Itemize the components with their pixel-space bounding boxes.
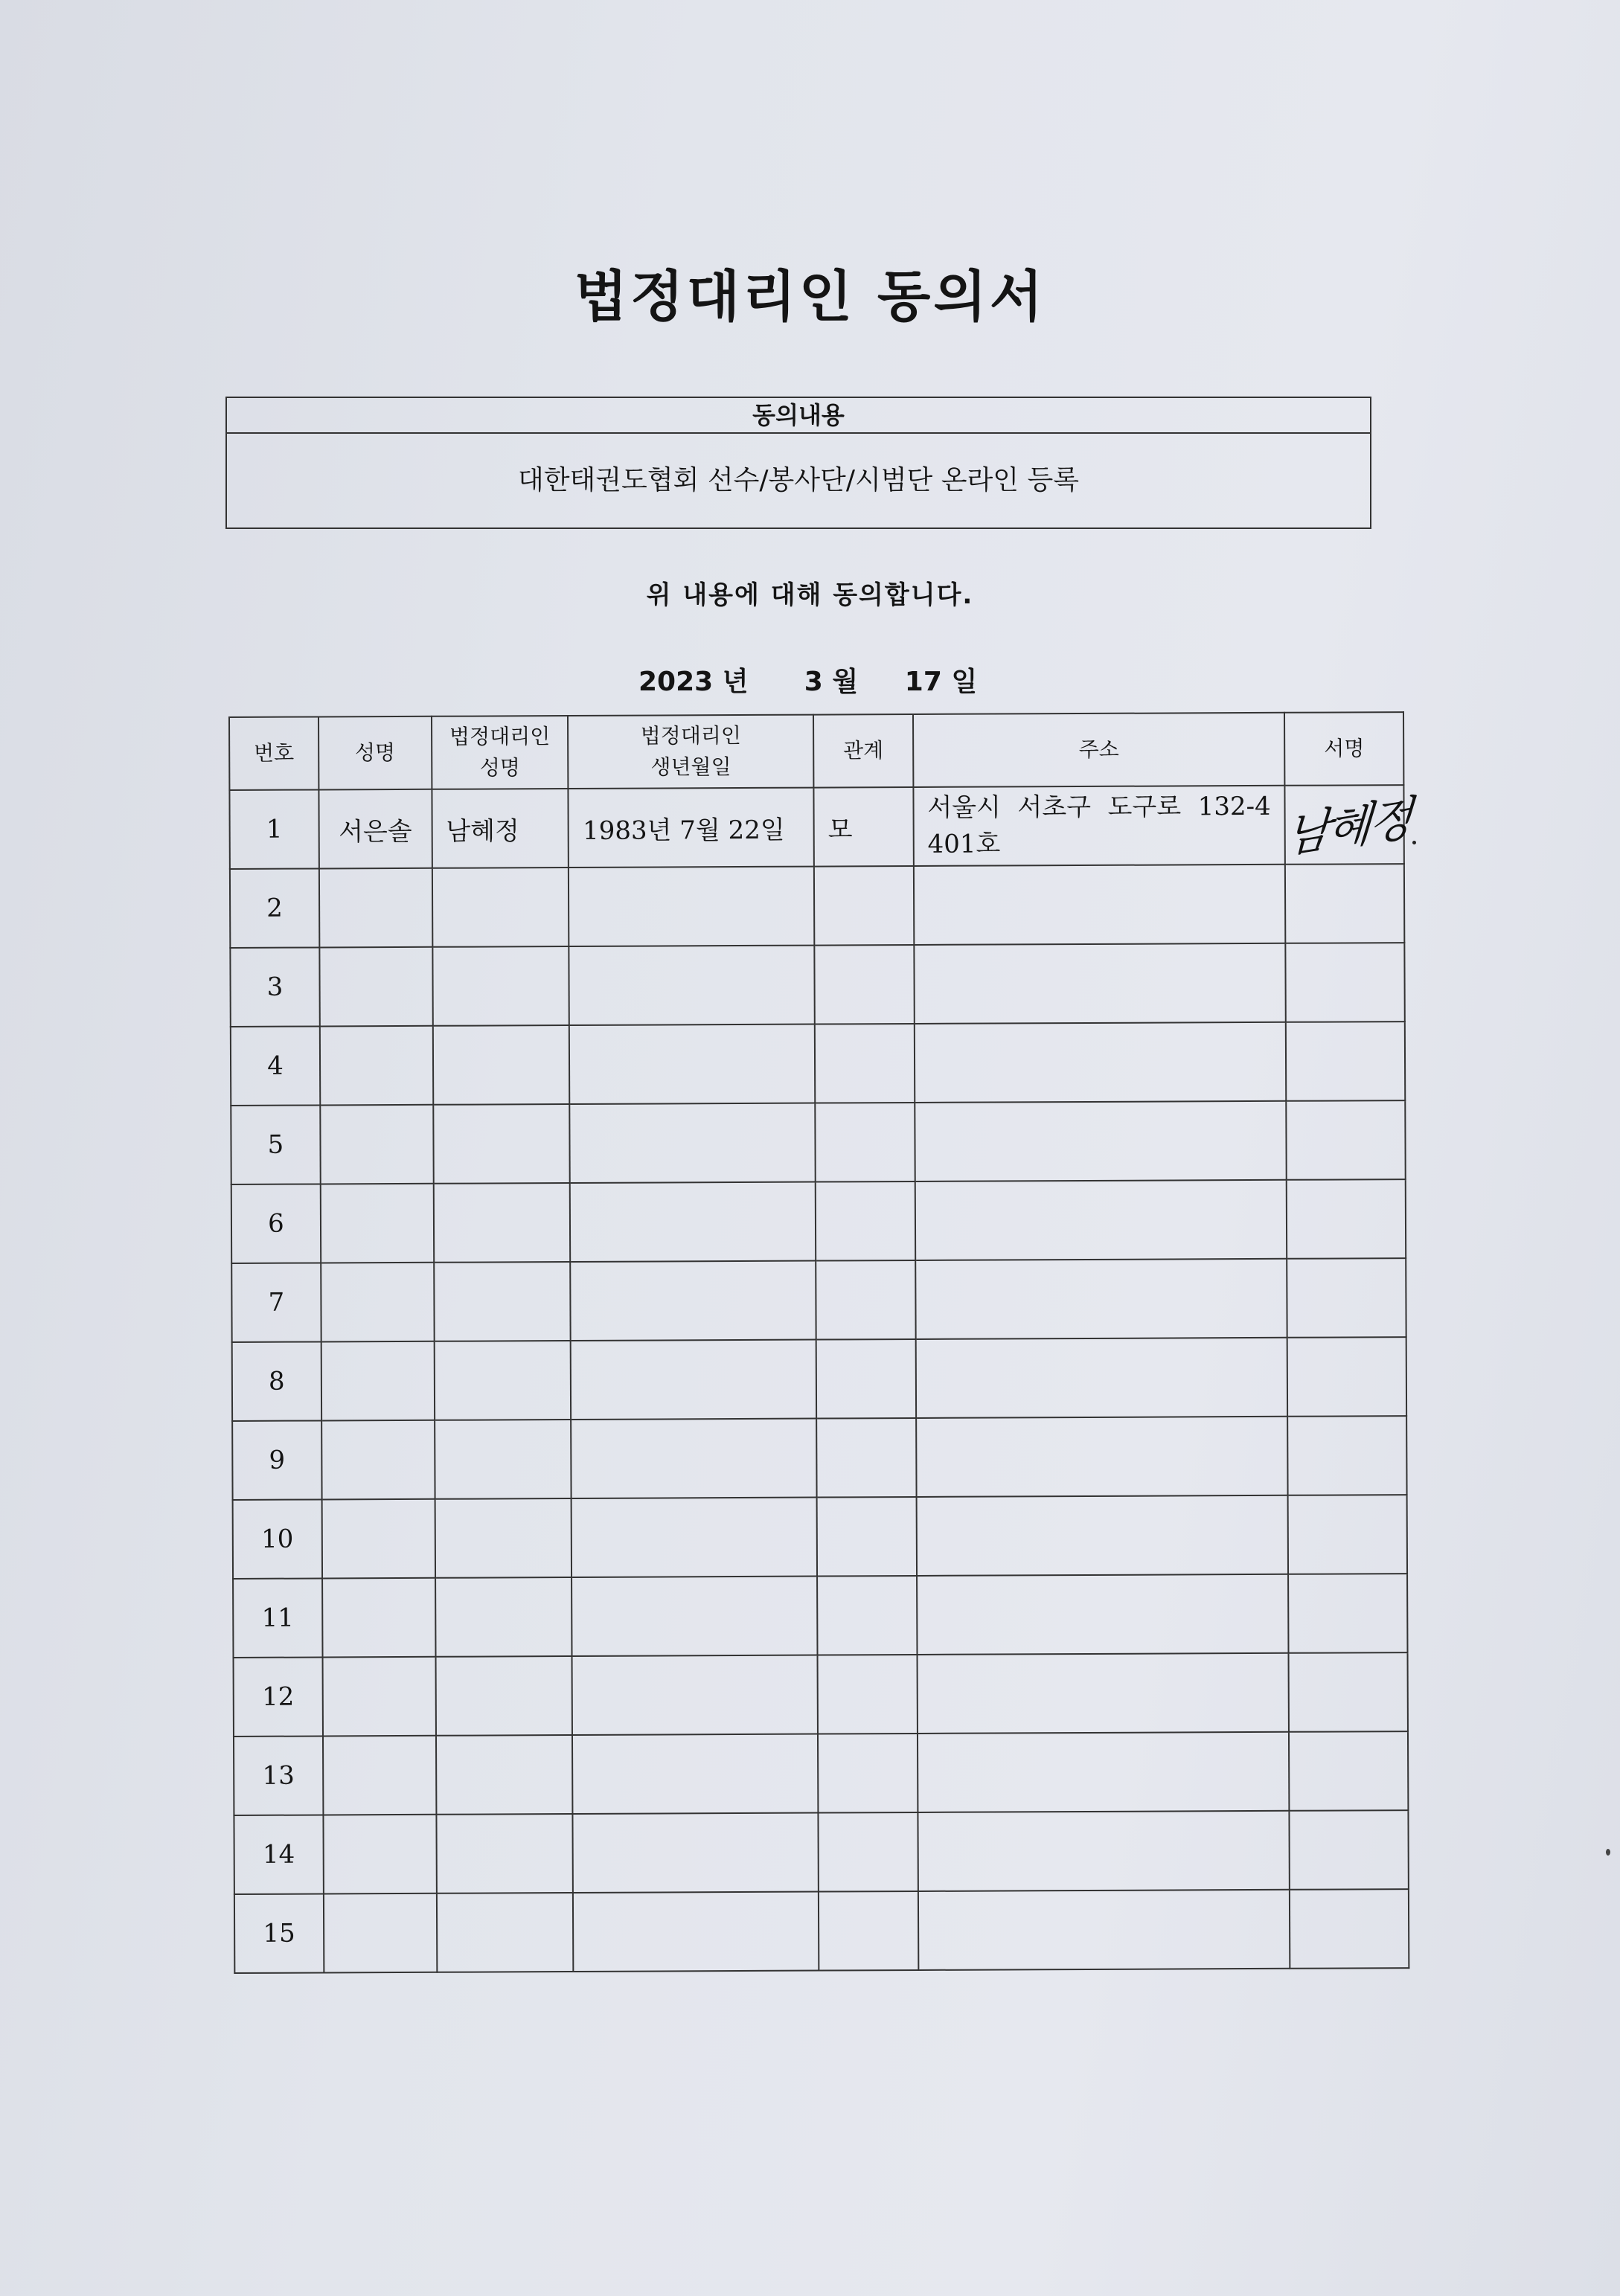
empty-cell: [916, 1417, 1288, 1497]
empty-cell: [918, 1811, 1290, 1891]
handwritten-signature: 남혜정: [1284, 790, 1412, 864]
date-line: [638, 661, 977, 699]
empty-cell: [815, 1024, 915, 1103]
header-name: 성명: [318, 716, 432, 790]
empty-cell: [1288, 1495, 1407, 1574]
cell-no: 8: [232, 1341, 321, 1421]
cell-no: 1: [229, 789, 318, 869]
date-year: 2023: [638, 667, 714, 697]
empty-cell: [322, 1657, 435, 1737]
empty-cell: [917, 1653, 1289, 1734]
cell-no: 15: [234, 1893, 324, 1973]
date-month-unit: 월: [832, 667, 859, 697]
document-title: 법정대리인 동의서: [574, 265, 1046, 329]
empty-cell: [320, 1105, 433, 1184]
empty-cell: [570, 1103, 816, 1183]
empty-cell: [435, 1656, 572, 1736]
empty-cell: [916, 1338, 1288, 1418]
table-row: [234, 1731, 1408, 1815]
consent-box: [225, 397, 1371, 529]
guardian-table: [228, 711, 1409, 1974]
empty-cell: [432, 868, 569, 947]
table-row: [232, 1416, 1406, 1500]
table-row: [234, 1652, 1408, 1737]
empty-cell: [571, 1261, 816, 1341]
empty-cell: [321, 1420, 435, 1500]
empty-cell: [918, 1732, 1290, 1812]
table-row: [233, 1574, 1407, 1658]
empty-cell: [571, 1340, 816, 1420]
cell-no: 6: [231, 1184, 321, 1263]
empty-cell: [436, 1735, 573, 1815]
empty-cell: [436, 1814, 573, 1893]
table-row: [231, 1022, 1405, 1106]
table-row: [231, 1258, 1406, 1342]
empty-cell: [915, 1022, 1287, 1103]
empty-cell: [434, 1262, 571, 1341]
date-day-unit: 일: [951, 667, 978, 697]
empty-cell: [915, 1180, 1287, 1260]
empty-cell: [816, 1418, 916, 1498]
table-row: [234, 1889, 1409, 1973]
cell-no: 9: [232, 1420, 321, 1500]
cell-relation: 모: [813, 787, 913, 867]
table-row: [231, 1100, 1405, 1184]
empty-cell: [321, 1263, 434, 1342]
signature-period: [1412, 841, 1416, 844]
empty-cell: [573, 1813, 819, 1893]
empty-cell: [319, 947, 432, 1027]
cell-guardian-birth: 1983년 7월 22일: [569, 788, 814, 868]
cell-no: 11: [233, 1578, 322, 1658]
empty-cell: [432, 1025, 569, 1105]
table-row: [234, 1810, 1408, 1894]
table-row: [230, 864, 1404, 948]
cell-guardian-name: 남혜정: [432, 789, 569, 868]
empty-cell: [433, 1183, 570, 1263]
empty-cell: [1286, 1022, 1405, 1101]
empty-cell: [1290, 1889, 1409, 1969]
empty-cell: [321, 1341, 435, 1421]
empty-cell: [1286, 1100, 1405, 1180]
empty-cell: [572, 1655, 818, 1735]
empty-cell: [1286, 943, 1405, 1022]
cell-no: 5: [231, 1105, 320, 1184]
consent-body: 대한태권도협회 선수/봉사단/시범단 온라인 등록: [517, 465, 1080, 496]
header-no: 번호: [229, 716, 318, 790]
empty-cell: [818, 1734, 918, 1813]
empty-cell: [1287, 1179, 1406, 1259]
empty-cell: [1287, 1416, 1406, 1495]
cell-name: 서은솔: [318, 789, 432, 869]
empty-cell: [1287, 1337, 1406, 1417]
empty-cell: [916, 1495, 1288, 1576]
empty-cell: [1289, 1652, 1408, 1732]
empty-cell: [437, 1893, 574, 1972]
empty-cell: [914, 943, 1286, 1024]
empty-cell: [819, 1891, 918, 1971]
empty-cell: [322, 1578, 435, 1658]
empty-cell: [319, 868, 432, 948]
empty-cell: [814, 945, 914, 1024]
header-guardian-name: 법정대리인 성명: [432, 716, 569, 789]
empty-cell: [320, 1026, 433, 1106]
empty-cell: [918, 1890, 1290, 1970]
table-row: [231, 1179, 1406, 1263]
cell-address: 서울시 서초구 도구로 132-4 401호: [913, 786, 1285, 866]
empty-cell: [572, 1577, 817, 1656]
empty-cell: [817, 1497, 917, 1577]
empty-cell: [435, 1498, 572, 1578]
date-day: 17: [904, 667, 942, 697]
empty-cell: [815, 1103, 915, 1182]
empty-cell: [816, 1260, 915, 1340]
empty-cell: [572, 1419, 817, 1498]
cell-no: 3: [230, 947, 319, 1027]
empty-cell: [1288, 1574, 1407, 1653]
cell-no: 14: [234, 1815, 323, 1894]
table-row: [232, 1337, 1406, 1421]
empty-cell: [1289, 1731, 1408, 1811]
header-guardian-birth: 법정대리인 생년월일: [568, 715, 813, 789]
empty-cell: [1287, 1258, 1406, 1338]
empty-cell: [569, 946, 815, 1025]
header-address: 주소: [913, 713, 1285, 787]
header-signature: 서명: [1284, 712, 1403, 786]
empty-cell: [817, 1576, 917, 1655]
cell-no: 4: [231, 1026, 320, 1106]
empty-cell: [324, 1893, 437, 1973]
empty-cell: [818, 1812, 918, 1892]
cell-no: 10: [233, 1499, 322, 1579]
table-row: [233, 1495, 1407, 1579]
empty-cell: [323, 1815, 436, 1894]
empty-cell: [432, 946, 569, 1026]
cell-no: 2: [230, 868, 319, 948]
cell-no: 7: [231, 1263, 321, 1342]
empty-cell: [572, 1734, 818, 1814]
empty-cell: [818, 1655, 918, 1734]
empty-cell: [321, 1184, 434, 1263]
empty-cell: [572, 1498, 817, 1577]
empty-cell: [917, 1574, 1289, 1655]
empty-cell: [573, 1892, 819, 1972]
cell-no: 13: [234, 1736, 323, 1815]
paper-speck: [1606, 1849, 1610, 1856]
empty-cell: [915, 1259, 1287, 1339]
empty-cell: [435, 1577, 572, 1657]
date-month: 3: [804, 667, 823, 697]
empty-cell: [433, 1104, 570, 1184]
empty-cell: [435, 1420, 572, 1499]
table-row: [229, 785, 1403, 869]
empty-cell: [816, 1181, 915, 1261]
empty-cell: [434, 1341, 571, 1420]
empty-cell: [570, 1182, 816, 1262]
empty-cell: [1290, 1810, 1409, 1890]
empty-cell: [915, 1101, 1287, 1181]
empty-cell: [816, 1339, 916, 1419]
header-relation: 관계: [813, 714, 913, 788]
empty-cell: [1285, 864, 1404, 943]
table-header-row: [229, 712, 1403, 790]
cell-no: 12: [234, 1657, 323, 1737]
empty-cell: [323, 1736, 436, 1815]
agreement-statement: 위 내용에 대해 동의합니다.: [646, 580, 974, 610]
empty-cell: [914, 865, 1286, 945]
empty-cell: [814, 866, 914, 946]
empty-cell: [569, 867, 814, 946]
empty-cell: [321, 1499, 435, 1579]
consent-header: 동의내용: [227, 398, 1370, 434]
table-row: [230, 943, 1404, 1027]
date-year-unit: 년: [722, 667, 749, 697]
empty-cell: [569, 1024, 815, 1104]
